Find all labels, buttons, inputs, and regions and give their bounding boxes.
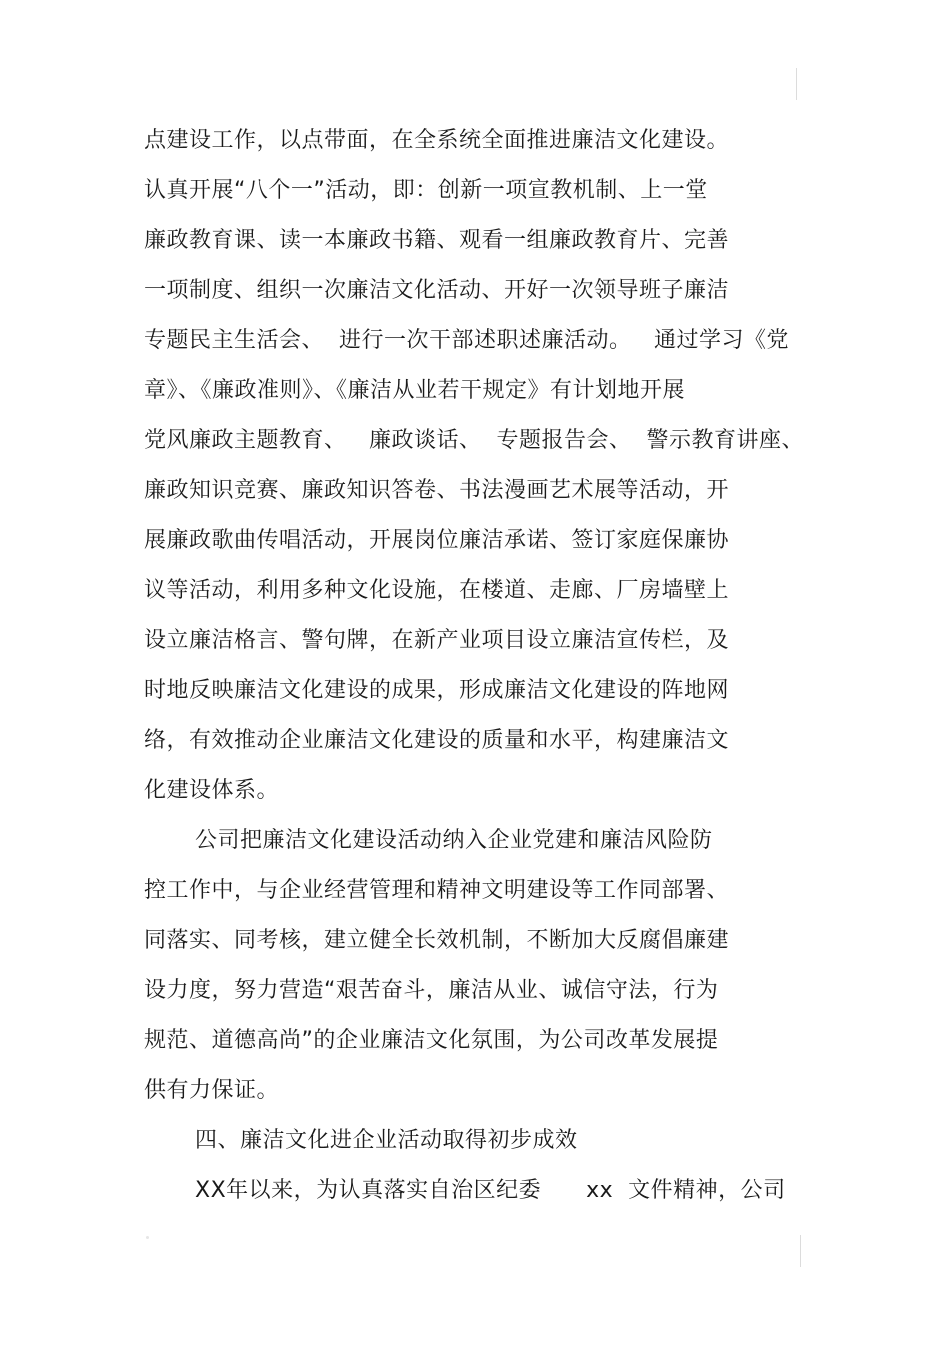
- text-line-7: 党风廉政主题教育、 廉政谈话、 专题报告会、 警示教育讲座、: [144, 428, 804, 453]
- text-line-18: 设力度，努力营造“艰苦奋斗，廉洁从业、诚信守法，行为: [144, 978, 719, 1003]
- text-line-11: 设立廉洁格言、警句牌，在新产业项目设立廉洁宣传栏，及: [144, 628, 730, 653]
- text-line-1: 点建设工作，以点带面，在全系统全面推进廉洁文化建设。: [144, 128, 730, 153]
- text-line-5: 专题民主生活会、 进行一次干部述职述廉活动。 通过学习《党: [144, 328, 789, 353]
- text-line-16: 控工作中，与企业经营管理和精神文明建设等工作同部署、: [144, 878, 730, 903]
- text-line-2: 认真开展“八个一”活动，即：创新一项宣教机制、上一堂: [144, 178, 708, 203]
- text-line-22: XX年以来，为认真落实自治区纪委 xx 文件精神，公司: [195, 1178, 786, 1203]
- text-line-15: 公司把廉洁文化建设活动纳入企业党建和廉洁风险防: [195, 828, 713, 853]
- text-line-3: 廉政教育课、读一本廉政书籍、观看一组廉政教育片、完善: [144, 228, 730, 253]
- text-line-14: 化建设体系。: [144, 778, 280, 803]
- page-edge-mark-top: [796, 68, 797, 100]
- text-line-20: 供有力保证。: [144, 1078, 280, 1103]
- text-line-13: 络，有效推动企业廉洁文化建设的质量和水平，构建廉洁文: [144, 728, 730, 753]
- page-speck: [146, 1236, 149, 1239]
- text-line-10: 议等活动，利用多种文化设施，在楼道、走廊、厂房墙壁上: [144, 578, 730, 603]
- page-edge-mark-bottom: [800, 1235, 801, 1267]
- text-line-19: 规范、道德高尚”的企业廉洁文化氛围，为公司改革发展提: [144, 1028, 719, 1053]
- section-heading: 四、廉洁文化进企业活动取得初步成效: [195, 1128, 578, 1153]
- text-line-4: 一项制度、组织一次廉洁文化活动、开好一次领导班子廉洁: [144, 278, 730, 303]
- text-line-8: 廉政知识竞赛、廉政知识答卷、书法漫画艺术展等活动，开: [144, 478, 730, 503]
- text-line-17: 同落实、同考核，建立健全长效机制，不断加大反腐倡廉建: [144, 928, 730, 953]
- text-line-9: 展廉政歌曲传唱活动，开展岗位廉洁承诺、签订家庭保廉协: [144, 528, 730, 553]
- text-line-12: 时地反映廉洁文化建设的成果，形成廉洁文化建设的阵地网: [144, 678, 730, 703]
- text-line-6: 章》、《廉政准则》、《廉洁从业若干规定》有计划地开展: [144, 378, 686, 403]
